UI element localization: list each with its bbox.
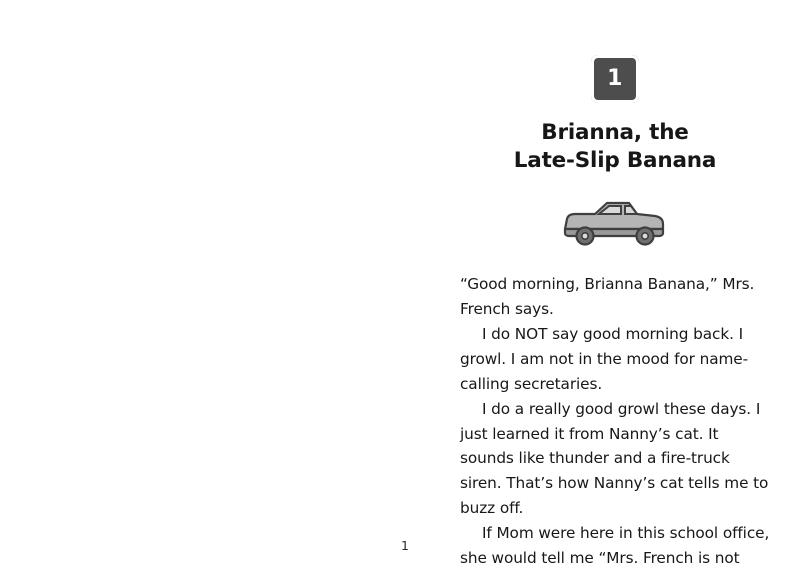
chapter-number: 1 (607, 66, 623, 91)
text-column (460, 0, 770, 588)
chapter-ornament (555, 192, 675, 250)
paragraph: If Mom were here in this school office, she would tell me “Mrs. French is not (460, 524, 770, 568)
page-number: 1 (401, 538, 409, 553)
chapter-title-line-2: Late-Slip Banana (513, 147, 717, 173)
car-icon (555, 193, 675, 249)
chapter-title-line-1: Brianna, the (541, 120, 689, 145)
body-text (460, 272, 770, 571)
chapter-number-badge (591, 55, 639, 103)
paragraph: I do a really good growl these days. I just learned it from Nanny’s cat. It sounds like thunder and a fire-truck siren. That’s how Nanny’s cat tells me to buzz off. (460, 399, 769, 518)
paragraph: “Good morning, Brianna Banana,” Mrs. French says. (460, 275, 755, 318)
chapter-title (460, 119, 770, 174)
paragraph: I do NOT say good morning back. I growl. I am not in the mood for name-calling secretaries. (460, 324, 748, 393)
